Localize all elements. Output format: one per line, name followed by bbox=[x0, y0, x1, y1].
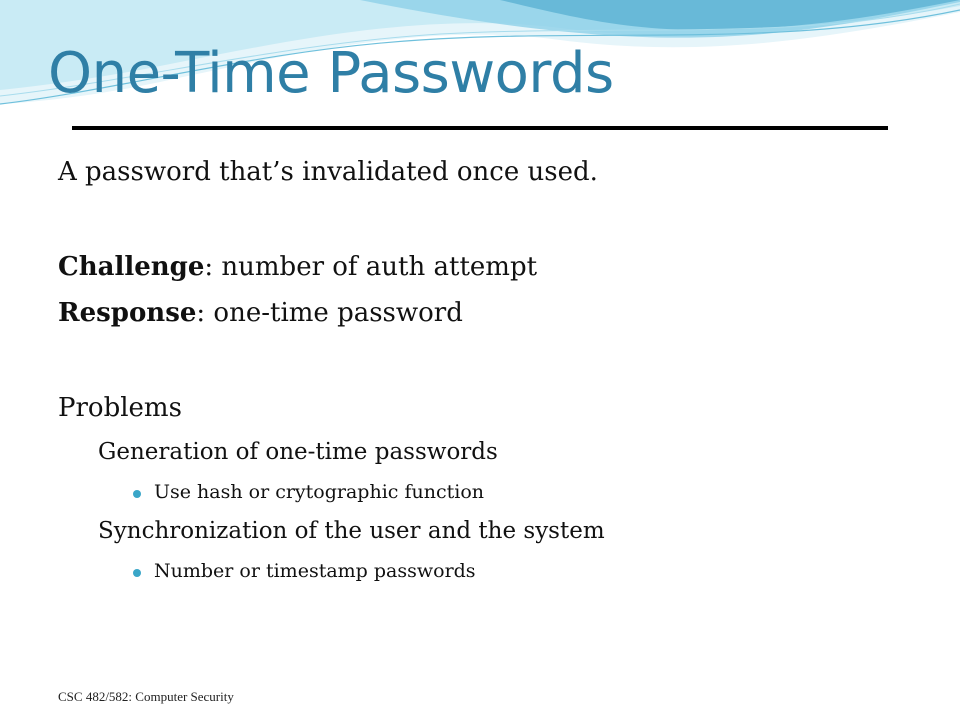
slide-title: One-Time Passwords bbox=[48, 41, 614, 106]
problem-item-generation: Generation of one-time passwords bbox=[98, 439, 498, 465]
challenge-text: : number of auth attempt bbox=[204, 252, 538, 282]
response-text: : one-time password bbox=[196, 298, 463, 328]
bullet-icon bbox=[133, 490, 141, 498]
challenge-term: Challenge bbox=[58, 252, 205, 282]
problem-subitem-generation: Use hash or crytographic function bbox=[154, 481, 484, 503]
slide-footer: CSC 482/582: Computer Security bbox=[58, 689, 234, 704]
problems-heading: Problems bbox=[58, 393, 182, 423]
problem-item-synchronization: Synchronization of the user and the system bbox=[98, 518, 605, 544]
response-term: Response bbox=[58, 298, 197, 328]
bullet-icon bbox=[133, 569, 141, 577]
title-underline bbox=[72, 126, 888, 130]
response-line bbox=[58, 298, 463, 328]
intro-line: A password that’s invalidated once used. bbox=[58, 157, 598, 187]
challenge-line bbox=[58, 252, 537, 282]
problem-subitem-synchronization: Number or timestamp passwords bbox=[154, 560, 476, 582]
